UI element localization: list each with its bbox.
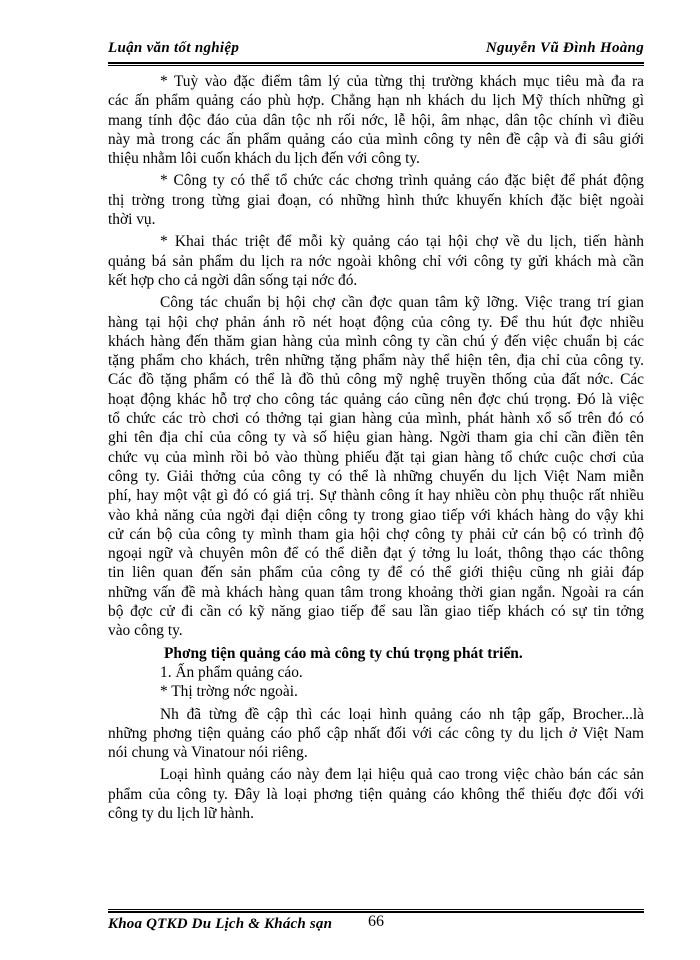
text-line: các ấn phẩm quảng cáo phù hợp. Chẳng hạn nh khách du lịch Mỹ thích những gì (108, 92, 644, 110)
footer-department: Khoa QTKD Du Lịch & Khách sạn (108, 916, 333, 932)
text-line: thời vụ. (108, 211, 156, 229)
header-divider (108, 62, 644, 64)
text-line: * Công ty có thể tổ chức các chơng trình quảng cáo đặc biệt để phát động (160, 172, 644, 190)
header-divider-thin (108, 65, 644, 66)
text-line: hoạt động khác hỗ trợ cho công tác quảng cáo cũng nên đợc chú trọng. Đó là việc (108, 390, 644, 408)
text-line: này mà trong các ấn phẩm quảng cáo của mình công ty nên đề cập và đi sâu giới (108, 130, 644, 148)
text-line: vào khả năng của ngời đại diện công ty trong giao tiếp với khách hàng do vậy khi (108, 506, 644, 524)
text-line: tặng phẩm cho khách, trên những tặng phẩm này thể hiện tên, địa chỉ của công ty. (108, 352, 644, 370)
text-line: tin liên quan đến sản phẩm của công ty để có thể giới thiệu cũng nh giải đáp (108, 564, 644, 582)
text-line: kết hợp cho cả ngời dân sống tại nớc đó. (108, 271, 358, 289)
text-line: phẩm của công ty. Đây là loại phơng tiện quảng cáo không thể thiếu đợc đối với (108, 785, 644, 803)
text-line: cử cán bộ của công ty mình tham gia hội chợ công ty phải cử cán bộ có trình độ (108, 525, 644, 543)
text-line: * Khai thác triệt để mỗi kỳ quảng cáo tại hội chợ về du lịch, tiến hành (160, 233, 644, 251)
text-line: ghi tên địa chỉ của công ty và số hiệu gian hàng. Ngời tham gia chỉ cần điền tên (108, 429, 644, 447)
text-line: chức vụ của mình rồi bỏ vào thùng phiếu đặt tại gian hàng tổ chức cuộc chơi của (108, 448, 644, 466)
text-line: vào công ty. (108, 622, 183, 640)
text-line: Loại hình quảng cáo này đem lại hiệu quả cao trong việc chào bán các sản (160, 766, 644, 784)
body-text (108, 72, 644, 823)
text-line: * Tuỳ vào đặc điểm tâm lý của từng thị trường khách mục tiêu mà đa ra (160, 73, 644, 90)
text-line: khách hàng đến thăm gian hàng của mình công ty cần chú ý đến việc chuẩn bị các (108, 332, 644, 350)
text-line: * Thị trờng nớc ngoài. (160, 683, 298, 701)
text-line: nói chung và Vinatour nói riêng. (108, 744, 308, 762)
text-line: công ty du lịch lữ hành. (108, 804, 254, 822)
text-line: 1. Ấn phẩm quảng cáo. (160, 663, 303, 681)
text-line: thị trờng trong từng giai đoạn, có những hình thức khuyến khích đặc biệt ngoài (108, 191, 644, 209)
header-author: Nguyễn Vũ Đình Hoàng (485, 40, 644, 56)
page-header (108, 40, 644, 62)
text-line: thiệu nhằm lôi cuốn khách du lịch đến với công ty. (108, 150, 420, 168)
text-line: những vấn đề mà khách hàng quan tâm trong khoảng thời gian ngắn. Ngoài ra cán (108, 583, 644, 601)
header-title: Luận văn tốt nghiệp (108, 40, 240, 56)
footer-divider (108, 909, 644, 910)
text-line: Công tác chuẩn bị hội chợ cần đợc quan tâm kỹ lỡng. Việc trang trí gian (160, 294, 644, 312)
text-line: công ty. Giải thởng của công ty có thể là những chuyến du lịch Việt Nam miễn (108, 467, 644, 485)
text-line: những phơng tiện quảng cáo phổ cập nhất đối với các công ty du lịch ở Việt Nam (108, 724, 644, 742)
text-line: Nh đã từng đề cập thì các loại hình quảng cáo nh tập gấp, Brocher...là (160, 705, 644, 723)
text-line: Các đồ tặng phẩm có thể là đồ thủ công mỹ nghệ truyền thống của đất nớc. Các (108, 371, 644, 389)
section-heading: Phơng tiện quảng cáo mà công ty chú trọng phát triển. (164, 644, 523, 662)
text-line: ngoại ngữ và chuyên môn để có thể diễn đạt ý tởng lu loát, thông thạo các thông (108, 545, 644, 563)
text-line: phí, hay một vật gì đó có giá trị. Sự thành công ít hay nhiều còn phụ thuộc rất nhiều (108, 487, 644, 505)
text-line: hàng tại hội chợ phản ánh rõ nét hoạt động của công ty. Để thu hút đợc nhiều (108, 313, 644, 331)
text-line: tổ chức các trò chơi có thởng tại gian hàng của mình, phát hành xổ số trên đó có (108, 410, 644, 428)
text-line: bộ đợc cử đi cần có kỹ năng giao tiếp để sau lần giao tiếp khách có sự tin tởng (108, 603, 644, 621)
page-number: 66 (368, 913, 384, 930)
text-line: mang tính độc đáo của dân tộc nh rối nớc, lễ hội, âm nhạc, dân tộc chính vì điều (108, 111, 644, 129)
text-line: quảng bá sản phẩm du lịch ra nớc ngoài không chỉ với công ty gửi khách mà cần (108, 252, 644, 270)
